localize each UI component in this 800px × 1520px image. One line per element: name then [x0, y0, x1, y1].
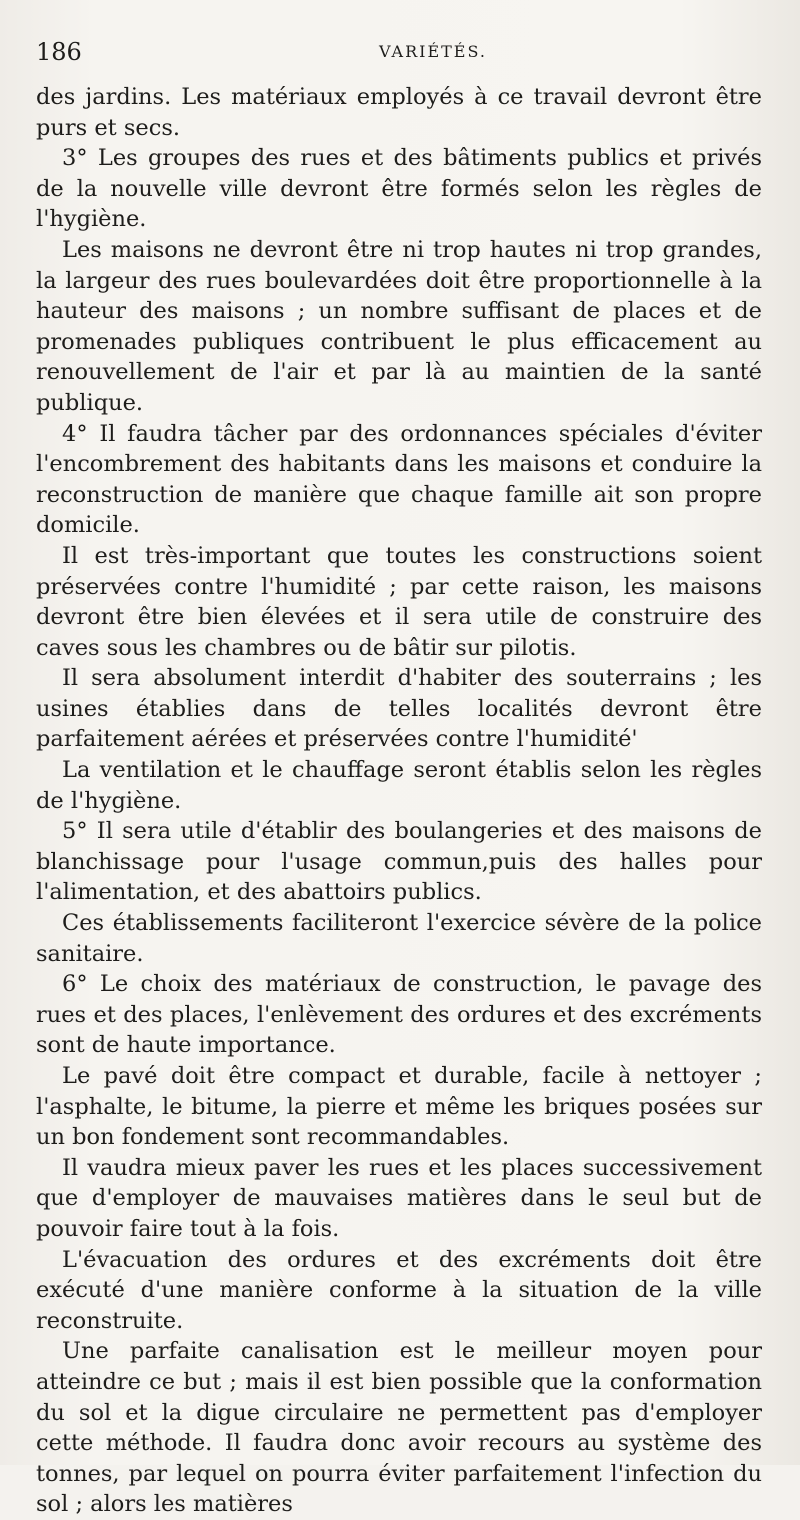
- running-head: VARIÉTÉS.: [379, 42, 487, 61]
- page-number: 186: [36, 38, 82, 66]
- paragraph-9: Ces établissements faciliteront l'exercice sévère de la police sanitaire.: [36, 910, 762, 967]
- paragraph-3: Les maisons ne devront être ni trop hautes ni trop grandes, la largeur des rues boulevardées doit être proportionnelle à la hauteur des maisons ; un nombre suffisant de places et de promenades publiques contribuent le plus efficacement au renouvellement de l'air et par là au maintien de la santé publique.: [36, 236, 762, 416]
- paragraph-2: 3° Les groupes des rues et des bâtiments publics et privés de la nouvelle ville devront être formés selon les règles de l'hygiène.: [36, 145, 762, 233]
- body-text: [36, 82, 762, 1520]
- paragraph-5: Il est très-important que toutes les constructions soient préservées contre l'humidité ; par cette raison, les maisons devront être bien élevées et il sera utile de construire des caves sous les chambres ou de bâtir sur pilotis.: [36, 542, 762, 661]
- paragraph-13: L'évacuation des ordures et des excréments doit être exécuté d'une manière conforme à la situation de la ville reconstruite.: [36, 1246, 762, 1334]
- paragraph-7: La ventilation et le chauffage seront établis selon les règles de l'hygiène.: [36, 757, 762, 814]
- paragraph-14: Une parfaite canalisation est le meilleur moyen pour atteindre ce but ; mais il est bien possible que la conformation du sol et la digue circulaire ne permettent pas d'employer cette méthode. Il faudra donc avoir recours au système des tonnes, par lequel on pourra éviter parfaitement l'infection du sol ; alors les matières: [36, 1338, 762, 1518]
- paragraph-10: 6° Le choix des matériaux de construction, le pavage des rues et des places, l'enlèvement des ordures et des excréments sont de haute importance.: [36, 971, 762, 1059]
- page-header: [36, 38, 770, 68]
- paragraph-1: des jardins. Les matériaux employés à ce travail devront être purs et secs.: [36, 84, 762, 141]
- paragraph-11: Le pavé doit être compact et durable, facile à nettoyer ; l'asphalte, le bitume, la pierre et même les briques posées sur un bon fondement sont recommandables.: [36, 1063, 762, 1151]
- paragraph-6: Il sera absolument interdit d'habiter des souterrains ; les usines établies dans de telles localités devront être parfaitement aérées et préservées contre l'humidité': [36, 665, 762, 753]
- paragraph-12: Il vaudra mieux paver les rues et les places successivement que d'employer de mauvaises matières dans le seul but de pouvoir faire tout à la fois.: [36, 1154, 762, 1242]
- paragraph-8: 5° Il sera utile d'établir des boulangeries et des maisons de blanchissage pour l'usage commun,puis des halles pour l'alimentation, et des abattoirs publics.: [36, 818, 762, 906]
- paragraph-4: 4° Il faudra tâcher par des ordonnances spéciales d'éviter l'encombrement des habitants dans les maisons et conduire la reconstruction de manière que chaque famille ait son propre domicile.: [36, 420, 762, 539]
